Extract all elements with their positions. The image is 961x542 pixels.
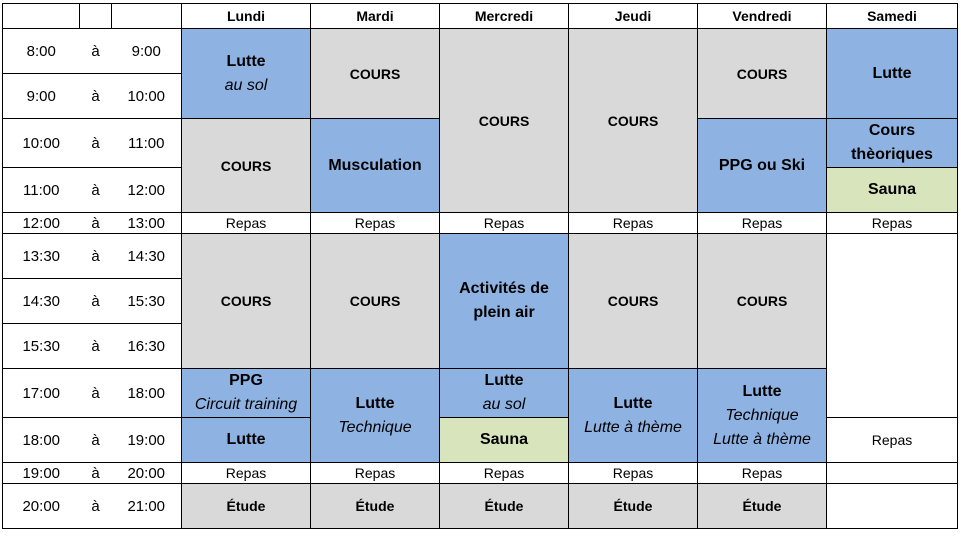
time-sep: à bbox=[80, 119, 112, 168]
header-empty-start bbox=[3, 4, 80, 29]
vendredi-etude: Étude bbox=[698, 484, 827, 529]
time-sep: à bbox=[80, 463, 112, 484]
jeudi-lutte-a-theme bbox=[569, 369, 698, 463]
vendredi-ppg-ou-ski: PPG ou Ski bbox=[698, 119, 827, 213]
time-end: 9:00 bbox=[112, 29, 182, 74]
lundi-cours-afternoon: COURS bbox=[182, 234, 311, 369]
activity-title: Lutte bbox=[226, 52, 266, 70]
mercredi-repas: Repas bbox=[440, 213, 569, 234]
activity-subtitle: Lutte à thème bbox=[584, 418, 682, 436]
samedi-sauna: Sauna bbox=[827, 168, 958, 213]
mardi-repas: Repas bbox=[311, 213, 440, 234]
time-end: 14:30 bbox=[112, 234, 182, 279]
day-header-mercredi: Mercredi bbox=[440, 4, 569, 29]
mercredi-cours-morning: COURS bbox=[440, 29, 569, 213]
header-row bbox=[3, 4, 958, 29]
time-sep: à bbox=[80, 418, 112, 463]
header-empty-end bbox=[112, 4, 182, 29]
time-sep: à bbox=[80, 484, 112, 529]
vendredi-repas-evening: Repas bbox=[698, 463, 827, 484]
lundi-cours-late-morning: COURS bbox=[182, 119, 311, 213]
jeudi-repas: Repas bbox=[569, 213, 698, 234]
activity-title: Lutte bbox=[484, 372, 524, 389]
samedi-cours-theoriques bbox=[827, 119, 958, 168]
time-end: 16:30 bbox=[112, 324, 182, 369]
day-header-vendredi: Vendredi bbox=[698, 4, 827, 29]
mercredi-sauna: Sauna bbox=[440, 418, 569, 463]
activity-subtitle: Technique bbox=[338, 418, 412, 436]
time-sep: à bbox=[80, 324, 112, 369]
time-start: 10:00 bbox=[3, 119, 80, 168]
jeudi-cours-morning: COURS bbox=[569, 29, 698, 213]
mardi-repas-evening: Repas bbox=[311, 463, 440, 484]
time-start: 12:00 bbox=[3, 213, 80, 234]
samedi-repas-evening: Repas bbox=[827, 418, 958, 463]
activity-title: Lutte bbox=[613, 394, 653, 412]
time-sep: à bbox=[80, 279, 112, 324]
mercredi-etude: Étude bbox=[440, 484, 569, 529]
samedi-empty-night bbox=[827, 484, 958, 529]
time-end: 12:00 bbox=[112, 168, 182, 213]
activity-subtitle: au sol bbox=[482, 396, 526, 413]
mardi-cours-morning: COURS bbox=[311, 29, 440, 119]
time-end: 11:00 bbox=[112, 119, 182, 168]
time-start: 14:30 bbox=[3, 279, 80, 324]
time-end: 19:00 bbox=[112, 418, 182, 463]
mercredi-repas-evening: Repas bbox=[440, 463, 569, 484]
activity-title: Lutte bbox=[355, 394, 395, 412]
time-end: 20:00 bbox=[112, 463, 182, 484]
time-sep: à bbox=[80, 74, 112, 119]
time-start: 13:30 bbox=[3, 234, 80, 279]
activity-title-line2: thèoriques bbox=[851, 146, 933, 163]
time-start: 15:30 bbox=[3, 324, 80, 369]
time-sep: à bbox=[80, 369, 112, 418]
time-row bbox=[3, 213, 958, 234]
time-start: 9:00 bbox=[3, 74, 80, 119]
mardi-etude: Étude bbox=[311, 484, 440, 529]
activity-subtitle: Circuit training bbox=[194, 396, 298, 413]
lundi-etude: Étude bbox=[182, 484, 311, 529]
time-start: 17:00 bbox=[3, 369, 80, 418]
day-header-jeudi: Jeudi bbox=[569, 4, 698, 29]
mardi-lutte-technique bbox=[311, 369, 440, 463]
lundi-lutte-evening: Lutte bbox=[182, 418, 311, 463]
activity-title-line2: plein air bbox=[473, 304, 535, 321]
lundi-repas: Repas bbox=[182, 213, 311, 234]
time-row bbox=[3, 29, 958, 74]
time-sep: à bbox=[80, 168, 112, 213]
day-header-mardi: Mardi bbox=[311, 4, 440, 29]
day-header-lundi: Lundi bbox=[182, 4, 311, 29]
time-sep: à bbox=[80, 234, 112, 279]
jeudi-cours-afternoon: COURS bbox=[569, 234, 698, 369]
time-sep: à bbox=[80, 213, 112, 234]
activity-title: PPG bbox=[229, 372, 263, 389]
time-row bbox=[3, 369, 958, 418]
time-start: 11:00 bbox=[3, 168, 80, 213]
samedi-repas: Repas bbox=[827, 213, 958, 234]
lundi-repas-evening: Repas bbox=[182, 463, 311, 484]
header-empty-sep bbox=[80, 4, 112, 29]
activity-subtitle: au sol bbox=[224, 76, 268, 94]
vendredi-cours-afternoon: COURS bbox=[698, 234, 827, 369]
lundi-ppg-circuit bbox=[182, 369, 311, 418]
schedule-table bbox=[2, 3, 958, 529]
time-sep: à bbox=[80, 29, 112, 74]
time-start: 8:00 bbox=[3, 29, 80, 74]
activity-title: Lutte bbox=[742, 382, 782, 400]
jeudi-repas-evening: Repas bbox=[569, 463, 698, 484]
time-start: 20:00 bbox=[3, 484, 80, 529]
time-end: 15:30 bbox=[112, 279, 182, 324]
activity-subtitle-line2: Lutte à thème bbox=[713, 430, 811, 448]
time-start: 18:00 bbox=[3, 418, 80, 463]
mardi-cours-afternoon: COURS bbox=[311, 234, 440, 369]
mercredi-lutte-au-sol bbox=[440, 369, 569, 418]
lundi-lutte-au-sol bbox=[182, 29, 311, 119]
vendredi-lutte-technique-theme bbox=[698, 369, 827, 463]
day-header-samedi: Samedi bbox=[827, 4, 958, 29]
samedi-empty-evening bbox=[827, 463, 958, 484]
samedi-free-afternoon bbox=[827, 234, 958, 418]
time-start: 19:00 bbox=[3, 463, 80, 484]
time-end: 18:00 bbox=[112, 369, 182, 418]
vendredi-repas: Repas bbox=[698, 213, 827, 234]
vendredi-cours-morning: COURS bbox=[698, 29, 827, 119]
time-row bbox=[3, 463, 958, 484]
jeudi-etude: Étude bbox=[569, 484, 698, 529]
activity-title: Cours bbox=[868, 122, 916, 139]
mercredi-activites-plein-air bbox=[440, 234, 569, 369]
time-end: 10:00 bbox=[112, 74, 182, 119]
samedi-lutte: Lutte bbox=[827, 29, 958, 119]
activity-title: Activités de bbox=[459, 280, 549, 297]
time-end: 13:00 bbox=[112, 213, 182, 234]
mardi-musculation: Musculation bbox=[311, 119, 440, 213]
activity-subtitle: Technique bbox=[725, 406, 799, 424]
time-row bbox=[3, 234, 958, 279]
time-end: 21:00 bbox=[112, 484, 182, 529]
time-row bbox=[3, 484, 958, 529]
